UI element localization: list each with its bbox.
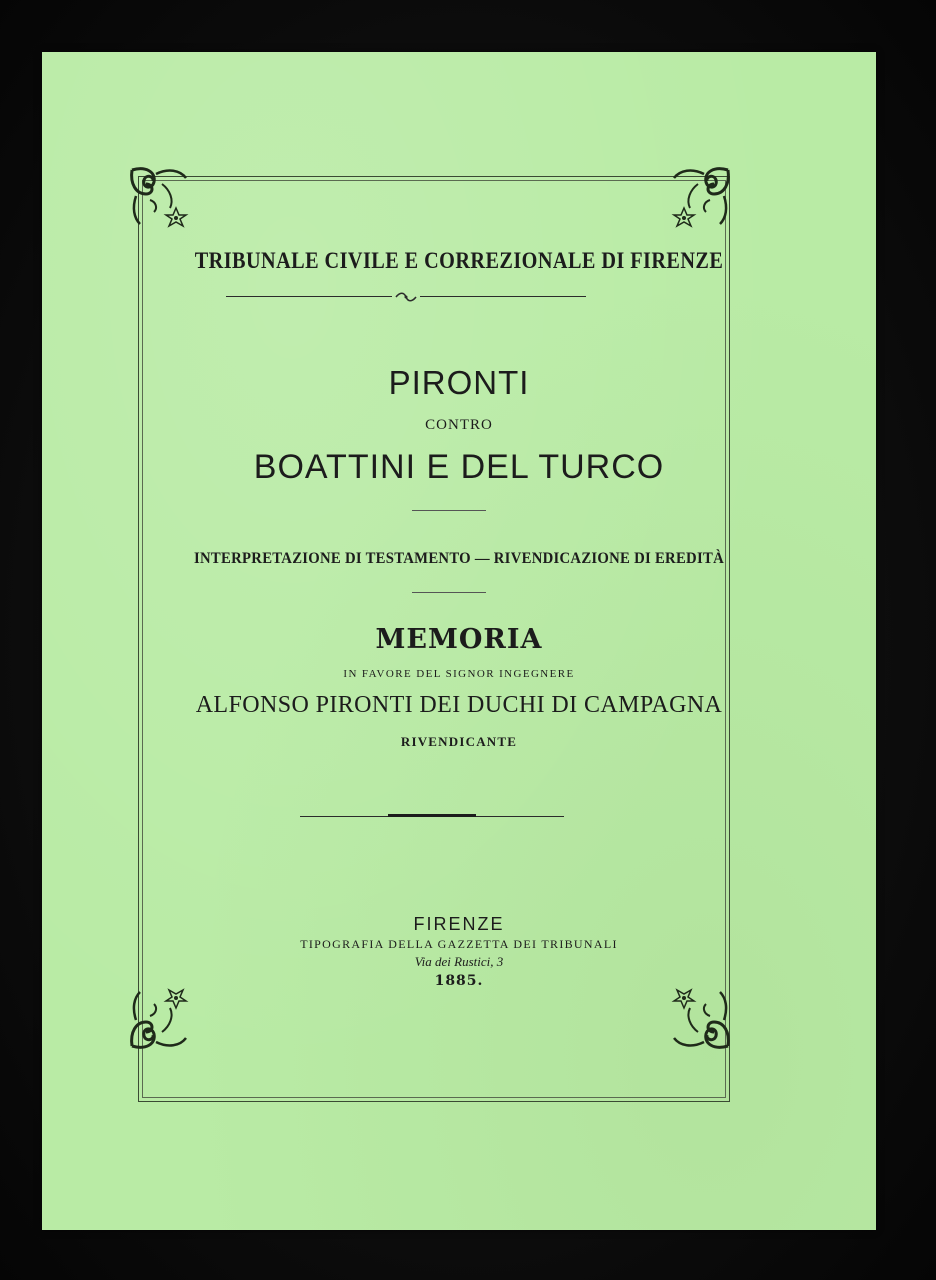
imprint-year: 1885.	[434, 973, 484, 989]
defendants-name: BOATTINI E DEL TURCO	[253, 448, 665, 486]
short-divider	[412, 510, 486, 511]
imprint-address: Via dei Rustici, 3	[414, 954, 504, 969]
court-heading: TRIBUNALE CIVILE E CORREZIONALE DI FIRENZE	[194, 248, 724, 273]
memoria-title: MEMORIA	[375, 624, 543, 655]
short-divider	[412, 592, 486, 593]
corner-ornament-icon	[126, 164, 206, 234]
plaintiff-name: PIRONTI	[388, 364, 530, 401]
role-label: RIVENDICANTE	[400, 734, 518, 749]
corner-ornament-icon	[654, 982, 734, 1052]
beneficiary-name: ALFONSO PIRONTI DEI DUCHI DI CAMPAGNA	[195, 692, 723, 718]
corner-ornament-icon	[126, 982, 206, 1052]
heading-divider-right	[420, 296, 586, 297]
imprint-city: FIRENZE	[413, 914, 505, 934]
in-favore-line: IN FAVORE DEL SIGNOR INGEGNERE	[343, 668, 575, 680]
bottom-divider-thick	[388, 814, 476, 817]
document-cover	[42, 52, 876, 1230]
imprint-printer: TIPOGRAFIA DELLA GAZZETTA DEI TRIBUNALI	[300, 937, 618, 951]
heading-divider-left	[226, 296, 392, 297]
divider-flourish-icon	[394, 290, 418, 302]
versus-label: CONTRO	[425, 417, 493, 433]
corner-ornament-icon	[654, 164, 734, 234]
case-subject: INTERPRETAZIONE DI TESTAMENTO — RIVENDICAZIONE DI EREDITÀ	[194, 550, 724, 567]
